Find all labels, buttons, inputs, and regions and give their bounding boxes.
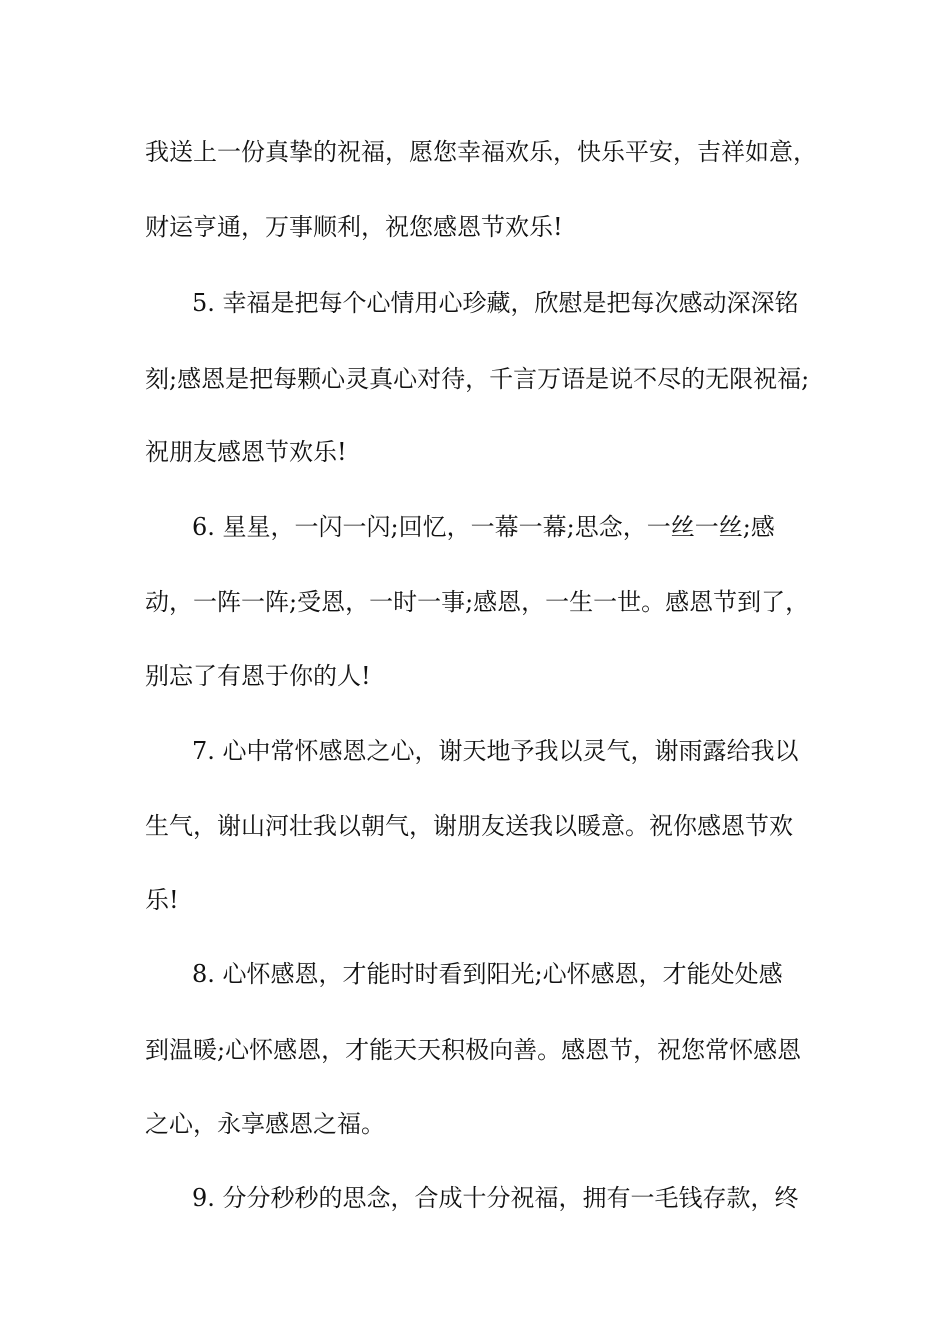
text-line: 乐!	[145, 886, 179, 914]
text-line: 财运亨通，万事顺利，祝您感恩节欢乐!	[145, 213, 563, 241]
list-item-8-start: 8. 心怀感恩，才能时时看到阳光;心怀感恩，才能处处感	[192, 960, 783, 988]
text-line: 到温暖;心怀感恩，才能天天积极向善。感恩节，祝您常怀感恩	[145, 1036, 802, 1064]
text-line: 刻;感恩是把每颗心灵真心对待，千言万语是说不尽的无限祝福;	[145, 365, 810, 393]
text-line: 我送上一份真挚的祝福，愿您幸福欢乐，快乐平安，吉祥如意，	[145, 138, 817, 166]
list-item-9-start: 9. 分分秒秒的思念，合成十分祝福，拥有一毛钱存款，终	[192, 1184, 799, 1212]
text-line: 生气，谢山河壮我以朝气，谢朋友送我以暖意。祝你感恩节欢	[145, 812, 793, 840]
text-line: 别忘了有恩于你的人!	[145, 662, 371, 690]
text-line: 之心，永享感恩之福。	[145, 1110, 385, 1138]
list-item-5-start: 5. 幸福是把每个心情用心珍藏，欣慰是把每次感动深深铭	[192, 289, 799, 317]
text-line: 祝朋友感恩节欢乐!	[145, 438, 347, 466]
text-line: 动，一阵一阵;受恩，一时一事;感恩，一生一世。感恩节到了，	[145, 588, 810, 616]
list-item-6-start: 6. 星星，一闪一闪;回忆，一幕一幕;思念，一丝一丝;感	[192, 513, 775, 541]
list-item-7-start: 7. 心中常怀感恩之心，谢天地予我以灵气，谢雨露给我以	[192, 737, 799, 765]
